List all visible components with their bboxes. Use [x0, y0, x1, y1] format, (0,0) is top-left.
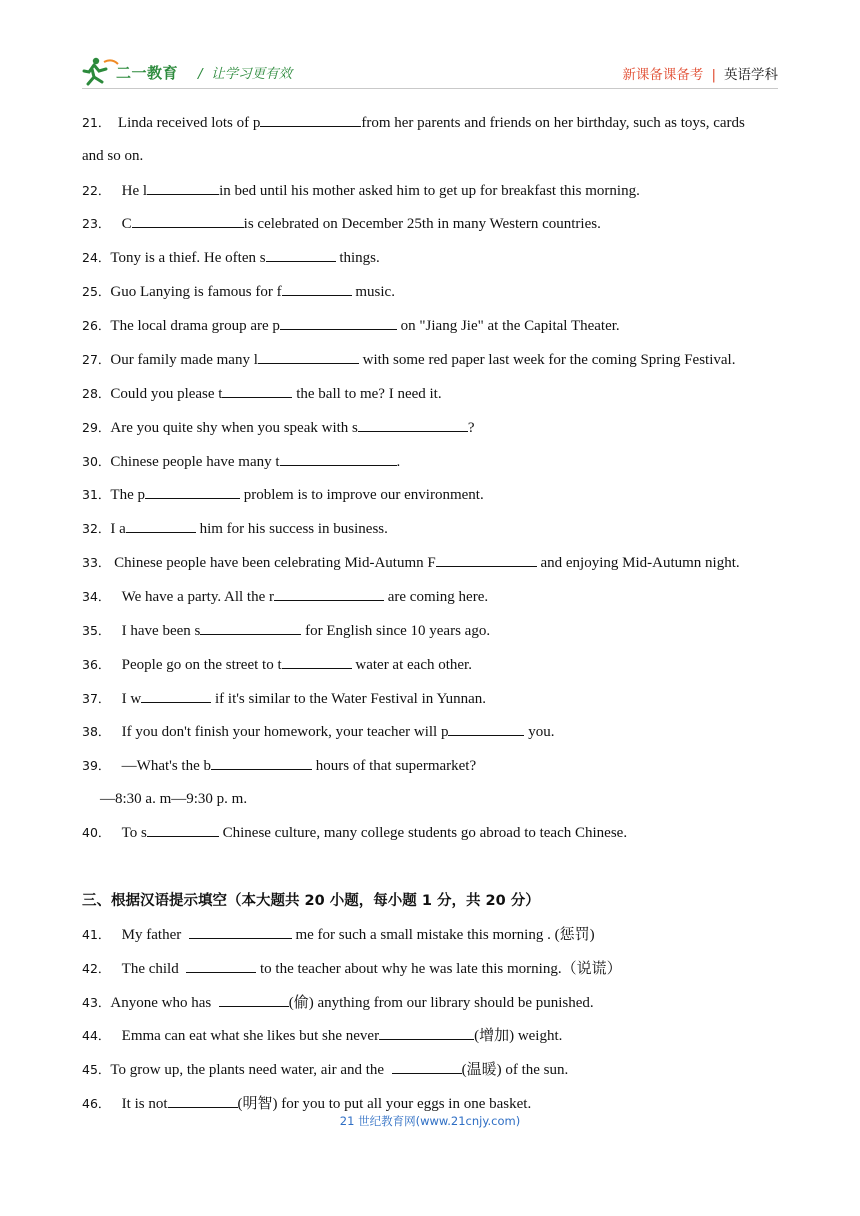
- question-34: 34． We have a party. All the r are coming here.: [82, 586, 782, 607]
- logo-text: 二一教育: [116, 64, 179, 82]
- question-27: 27．Our family made many l with some red paper last week for the coming Spring Festival.: [82, 349, 782, 370]
- answer-blank[interactable]: [282, 281, 352, 296]
- answer-blank[interactable]: [219, 992, 289, 1007]
- page-header: [82, 54, 778, 88]
- question-21: 21． Linda received lots of p from her parents and friends on her birthday, such as toys, cards: [82, 112, 782, 133]
- answer-blank[interactable]: [358, 417, 468, 432]
- answer-blank[interactable]: [141, 688, 211, 703]
- question-32: 32．I a him for his success in business.: [82, 518, 782, 539]
- separator: |: [711, 67, 716, 83]
- question-25: 25．Guo Lanying is famous for f music.: [82, 281, 782, 302]
- question-39: 39． —What's the b hours of that supermarket?: [82, 755, 782, 776]
- answer-blank[interactable]: [186, 958, 256, 973]
- question-40: 40． To s Chinese culture, many college students go abroad to teach Chinese.: [82, 822, 782, 843]
- answer-blank[interactable]: [222, 383, 292, 398]
- question-33: 33． Chinese people have been celebrating Mid-Autumn F and enjoying Mid-Autumn night.: [82, 552, 782, 573]
- answer-blank[interactable]: [266, 247, 336, 262]
- header-right: [622, 63, 778, 83]
- answer-blank[interactable]: [200, 620, 301, 635]
- answer-blank[interactable]: [189, 924, 292, 939]
- question-38: 38． If you don't finish your homework, your teacher will p you.: [82, 721, 782, 742]
- question-46: 46． It is not (明智) for you to put all your eggs in one basket.: [82, 1093, 782, 1114]
- answer-blank[interactable]: [280, 315, 397, 330]
- subject-tag-2: 英语学科: [724, 67, 778, 83]
- answer-blank[interactable]: [392, 1059, 462, 1074]
- answer-blank[interactable]: [145, 484, 240, 499]
- question-21-cont: and so on.: [82, 148, 144, 164]
- question-45: 45．To grow up, the plants need water, air and the (温暖) of the sun.: [82, 1059, 782, 1080]
- subject-tag-1: 新课备课备考: [622, 67, 704, 83]
- section-3-title: 三、根据汉语提示填空（本大题共 20 小题，每小题 1 分，共 20 分）: [82, 893, 540, 909]
- slogan: / 让学习更有效: [198, 66, 293, 82]
- answer-blank[interactable]: [258, 349, 359, 364]
- question-35: 35． I have been s for English since 10 years ago.: [82, 620, 782, 641]
- answer-blank[interactable]: [168, 1093, 238, 1108]
- answer-blank[interactable]: [274, 586, 384, 601]
- header-divider: [82, 88, 778, 89]
- question-29: 29．Are you quite shy when you speak with s ?: [82, 417, 782, 438]
- question-43: 43．Anyone who has (偷) anything from our library should be punished.: [82, 992, 782, 1013]
- question-42: 42． The child to the teacher about why he was late this morning.（说谎）: [82, 958, 782, 979]
- answer-blank[interactable]: [132, 213, 244, 228]
- answer-blank[interactable]: [211, 755, 312, 770]
- answer-blank[interactable]: [436, 552, 537, 567]
- answer-blank[interactable]: [448, 721, 524, 736]
- question-23: 23． C is celebrated on December 25th in many Western countries.: [82, 213, 782, 234]
- question-37: 37． I w if it's similar to the Water Festival in Yunnan.: [82, 688, 782, 709]
- answer-blank[interactable]: [282, 654, 352, 669]
- question-31: 31．The p problem is to improve our environment.: [82, 484, 782, 505]
- answer-blank[interactable]: [147, 822, 219, 837]
- question-41: 41． My father me for such a small mistake this morning . (惩罚): [82, 924, 782, 945]
- question-22: 22． He l in bed until his mother asked him to get up for breakfast this morning.: [82, 180, 782, 201]
- question-24: 24．Tony is a thief. He often s things.: [82, 247, 782, 268]
- question-39-answer: —8:30 a. m—9:30 p. m.: [100, 791, 248, 807]
- answer-blank[interactable]: [126, 518, 196, 533]
- question-44: 44． Emma can eat what she likes but she never (增加) weight.: [82, 1025, 782, 1046]
- page-footer: 21 世纪教育网(www.21cnjy.com): [339, 1114, 521, 1128]
- question-26: 26．The local drama group are p on "Jiang Jie" at the Capital Theater.: [82, 315, 782, 336]
- answer-blank[interactable]: [379, 1025, 474, 1040]
- question-28: 28．Could you please t the ball to me? I need it.: [82, 383, 782, 404]
- question-36: 36． People go on the street to t water at each other.: [82, 654, 782, 675]
- answer-blank[interactable]: [260, 112, 361, 127]
- answer-blank[interactable]: [280, 451, 397, 466]
- answer-blank[interactable]: [147, 180, 219, 195]
- question-30: 30．Chinese people have many t .: [82, 451, 782, 472]
